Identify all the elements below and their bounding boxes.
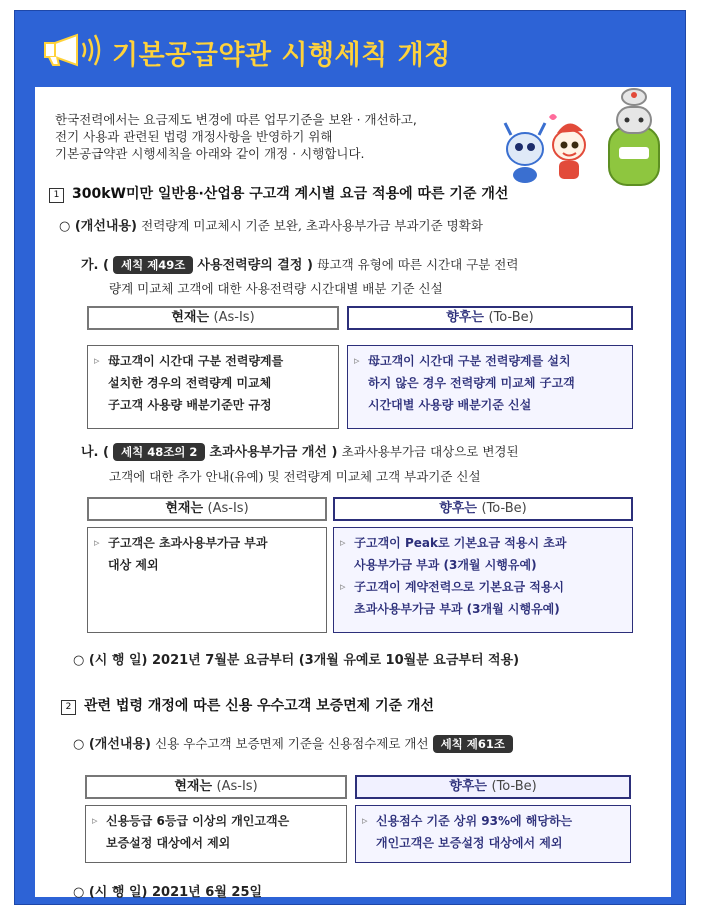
section1-content: ○ (개선내용) 전력량계 미교체시 기준 보완, 초과사용부가금 부과기준 명확화	[59, 218, 483, 234]
megaphone-icon	[41, 31, 105, 69]
to-be-box-c: ▹ 신용점수 기준 상위 93%에 해당하는 개인고객은 보증설정 대상에서 제외	[355, 805, 631, 863]
to-be-box-a: ▹ 母고객이 시간대 구분 전력량계를 설치 하지 않은 경우 전력량계 미교체 子고객 시간대별 사용량 배분기준 신설	[347, 345, 633, 429]
to-be-header-b: 향후는 (To-Be)	[333, 497, 633, 521]
as-is-header-b: 현재는 (As-Is)	[87, 497, 327, 521]
section2-number: 2	[61, 700, 76, 715]
section2-content: ○ (개선내용) 신용 우수고객 보증면제 기준을 신용점수제로 개선 세칙 제61조	[73, 733, 517, 753]
intro-text: 한국전력에서는 요금제도 변경에 따른 업무기준을 보완 · 개선하고, 전기 사용과 관련된 법령 개정사항을 반영하기 위해 기본공급약관 시행세칙을 아래와 같이 개정 · 시행합니다.	[55, 112, 417, 161]
page-frame	[14, 10, 686, 905]
section1-effective-date: ○ (시 행 일) 2021년 7월분 요금부터 (3개월 유예로 10월분 요금부터 적용)	[73, 653, 520, 668]
item-b-line1: 나. ( 세칙 48조의 2 초과사용부가금 개선 ) 초과사용부가금 대상으로 변경된	[81, 444, 519, 460]
item-b-tag: 세칙 48조의 2	[113, 443, 205, 461]
to-be-box-b: ▹ 子고객이 Peak로 기본요금 적용시 초과 사용부가금 부과 (3개월 시행유예) ▹ 子고객이 계약전력으로 기본요금 적용시 초과사용부가금 부과 (3개월 시행유예)	[333, 527, 633, 633]
to-be-header-c: 향후는 (To-Be)	[355, 775, 631, 799]
section1-heading: 1 300kW미만 일반용·산업용 구고객 계시별 요금 적용에 따른 기준 개선	[49, 183, 508, 203]
item-b-line2: 고객에 대한 추가 안내(유예) 및 전력량계 미교체 고객 부과기준 신설	[109, 469, 481, 484]
item-a-tag: 세칙 제49조	[113, 256, 193, 274]
item-a-line1: 가. ( 세칙 제49조 사용전력량의 결정 ) 母고객 유형에 따른 시간대 구분 전력	[81, 257, 519, 273]
section2-effective-date: ○ (시 행 일) 2021년 6월 25일	[73, 885, 263, 900]
item-a-line2: 량계 미교체 고객에 대한 사용전력량 시간대별 배분 기준 신설	[109, 281, 443, 296]
as-is-header-a: 현재는 (As-Is)	[87, 306, 339, 330]
page-title: 기본공급약관 시행세칙 개정	[112, 40, 451, 71]
section2-heading: 2 관련 법령 개정에 따른 신용 우수고객 보증면제 기준 개선	[61, 695, 434, 715]
mascot-characters-icon	[491, 87, 669, 187]
as-is-box-c: ▹ 신용등급 6등급 이상의 개인고객은 보증설정 대상에서 제외	[85, 805, 347, 863]
to-be-header-a: 향후는 (To-Be)	[347, 306, 633, 330]
as-is-box-a: ▹ 母고객이 시간대 구분 전력량계를 설치한 경우의 전력량계 미교체 子고객 사용량 배분기준만 규정	[87, 345, 339, 429]
as-is-header-c: 현재는 (As-Is)	[85, 775, 347, 799]
as-is-box-b: ▹ 子고객은 초과사용부가금 부과 대상 제외	[87, 527, 327, 633]
content-panel	[35, 87, 671, 900]
banner	[15, 11, 685, 87]
section1-number: 1	[49, 188, 64, 203]
section2-tag: 세칙 제61조	[433, 735, 513, 753]
